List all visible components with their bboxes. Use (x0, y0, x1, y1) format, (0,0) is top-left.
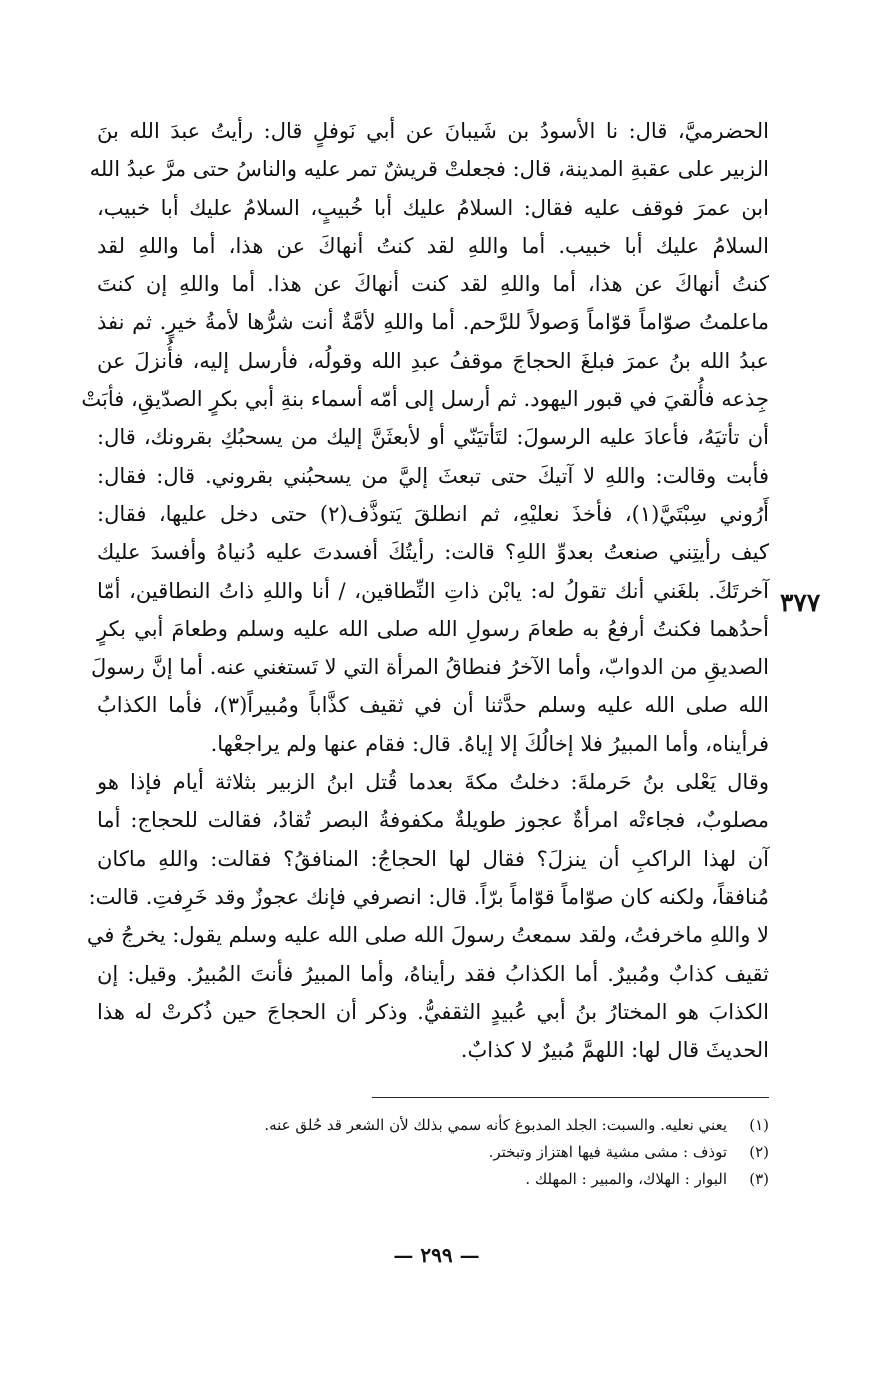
text-line: وقال يَعْلى بنُ حَرملةَ: دخلتُ مكةَ بعدما قُتل ابنُ الزبير بثلاثة أيام فإذا هو (97, 770, 769, 795)
text-line: السلامُ عليك أبا خبيب. أما واللهِ لقد كنتُ أنهاكَ عن هذا، أما واللهِ لقد (97, 233, 769, 258)
text-line: عبدُ الله بنُ عمرَ فبلغَ الحجاجَ موقفُ عبدِ الله وقولُه، فأرسل إليه، فأُنزلَ عن (97, 348, 769, 373)
text-line: مصلوبٌ، فجاءتْه امرأةٌ عجوز طويلةٌ مكفوفةُ البصر تُقادُ، فقالت للحجاج: أما (97, 808, 769, 833)
body-text (81, 112, 769, 1069)
text-line: الصديقِ من الدوابّ، وأما الآخرُ فنطاقُ المرأة التي لا تَستغني عنه. أما إنَّ رسولَ (90, 655, 769, 680)
text-line: لا واللهِ ماخرفتُ، ولقد سمعتُ رسولَ الله صلى الله عليه وسلم يقول: يخرجُ في (86, 923, 769, 948)
footnote-text: يعني نعليه. والسبت: الجلد المدبوغ كأنه سمي بذلك لأن الشعر قد حُلق عنه. (264, 1116, 727, 1134)
text-line: كيف رأيتِني صنعتُ بعدوِّ اللهِ؟ قالت: رأيتُكَ أفسدتَ عليه دُنياهُ وأفسدَ عليك (97, 540, 769, 565)
text-line: فرأيناه، وأما المبيرُ فلا إخالُكَ إلا إياهُ. قال: فقام عنها ولم يراجعْها. (210, 731, 769, 756)
footnote-text: توذف : مشى مشية فيها اهتزاز وتبختر. (488, 1143, 727, 1161)
footnote (97, 1139, 769, 1166)
text-line: الكذابَ هو المختارُ بنُ أبي عُبيدٍ الثقفيُّ. وذكر أن الحجاجَ حين ذُكرتْ له هذا (97, 999, 769, 1024)
text-line: ماعلمتُ صوّاماً قوّاماً وَصولاً للرَّحم. أما واللهِ لأمَّةٌ أنت شرُّها لأمةُ خيرٍ. ثم نفذ (97, 310, 769, 335)
text-line: كنتُ أنهاكَ عن هذا، أما واللهِ لقد كنت أنهاكَ عن هذا. أما واللهِ إن كنتَ (97, 272, 769, 297)
text-line: جِذعه فأُلقيَ في قبور اليهود. ثم أرسل إلى أمّه أسماء بنةِ أبي بكرٍ الصدّيقِ، فأبَتْ (81, 387, 769, 412)
footnote-divider (372, 1097, 769, 1098)
text-line: آخرتَكَ. بلغَني أنك تقولُ له: يابْن ذاتِ النِّطاقين، / أنا واللهِ ذاتُ النطاقين، أمّا (97, 578, 769, 603)
footnote-number: (١) (749, 1116, 769, 1134)
text-line: الحضرميَّ، قال: نا الأسودُ بن شَيبانَ عن أبي نَوفلٍ قال: رأيتُ عبدَ الله بنَ (97, 119, 769, 143)
text-line: أن تأتيَهُ، فأعادَ عليه الرسولَ: لتَأتيَنّي أو لأبعثَنَّ إليك من يسحبُكِ بقرونك، قال: (97, 425, 769, 450)
text-line: الله صلى الله عليه وسلم حدَّثنا أن في ثقيف كذَّاباً ومُبيراً(٣)، فأما الكذابُ (97, 693, 769, 718)
text-line: أَرُوني سِبْتَيَّ(١)، فأخذَ نعليْهِ، ثم انطلقَ يَتوذَّف(٢) حتى دخل عليها، فقال: (97, 501, 769, 526)
footnote-text: البوار : الهلاك، والمبير : المهلك . (525, 1170, 727, 1188)
text-line: الحديثَ قال لها: اللهمَّ مُبيرٌ لا كذابٌ. (460, 1038, 769, 1063)
text-line: فأبت وقالت: واللهِ لا آتيكَ حتى تبعثَ إليَّ من يسحبُني بقروني. قال: فقال: (97, 463, 769, 488)
page-number: — ٢٩٩ — (393, 1243, 480, 1267)
text-line: ابن عمرَ فوقف عليه فقال: السلامُ عليك أبا خُبيبٍ، السلامُ عليك أبا خبيب، (97, 195, 769, 220)
footnote-number: (٢) (749, 1143, 769, 1161)
margin-reference-number: ٣٧٧ (780, 588, 821, 617)
text-line: ثقيف كذابٌ ومُبيرٌ. أما الكذابُ فقد رأيناهُ، وأما المبيرُ فأنتَ المُبيرُ. وقيل: إن (97, 961, 769, 986)
footnote-number: (٣) (749, 1170, 769, 1188)
text-line: آن لهذا الراكبِ أن ينزلَ؟ فقال لها الحجاجُ: المنافقُ؟ فقالت: واللهِ ماكان (97, 846, 769, 871)
text-line: أحدُهما فكنتُ أرفعُ به طعامَ رسولِ الله صلى الله عليه وسلم وطعامَ أبي بكرٍ (97, 616, 769, 641)
text-line: الزبير على عقبةِ المدينة، قال: فجعلتْ قريشٌ تمر عليه والناسُ حتى مرَّ عبدُ الله (89, 157, 769, 182)
footnote (97, 1166, 769, 1193)
footnote (97, 1112, 769, 1139)
text-line: مُنافقاً، ولكنه كان صوّاماً قوّاماً برّاً. قال: انصرفي فإنك عجوزٌ وقد خَرِفتِ. قالت: (88, 884, 769, 909)
footnotes (97, 1112, 769, 1193)
